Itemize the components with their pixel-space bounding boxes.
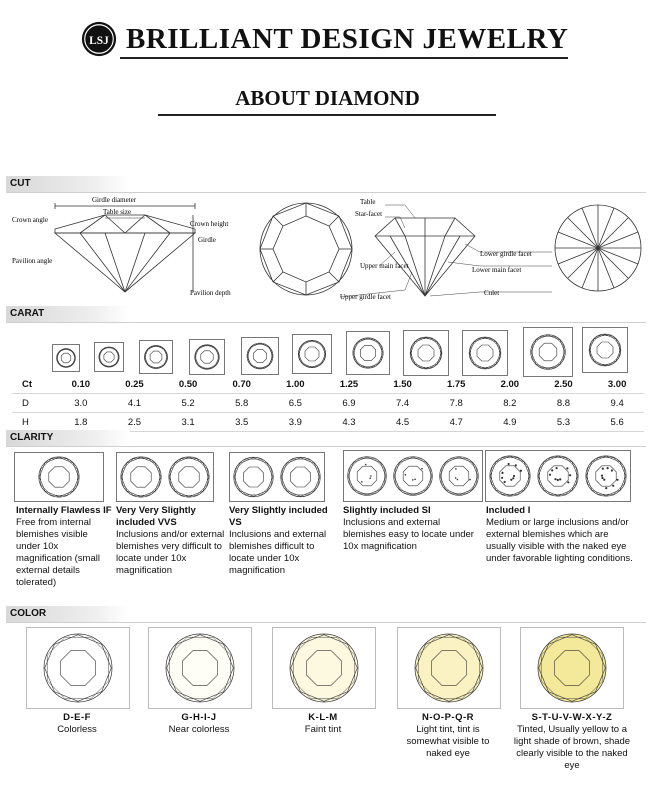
- color-grade: D-E-F: [63, 712, 91, 723]
- carat-cell: 3.0: [74, 397, 88, 409]
- crown-angle-label: Crown angle: [12, 216, 48, 224]
- lower-main-facet-label: Lower main facet: [472, 266, 522, 274]
- clarity-desc: Inclusions and external blemishes easy to locate under 10x magnification: [343, 517, 474, 552]
- clarity-diamond-group-4: [485, 450, 631, 502]
- clarity-grade-si: [343, 505, 481, 553]
- pavilion-angle-label: Pavilion angle: [12, 257, 53, 265]
- section-divider: [6, 322, 646, 323]
- carat-diamond-0: [52, 344, 80, 372]
- color-desc: Colorless: [57, 724, 97, 735]
- carat-cell: 3.9: [288, 416, 302, 428]
- color-grade: G-H-I-J: [181, 712, 217, 723]
- carat-diamond-4: [241, 337, 279, 375]
- carat-cell: 7.4: [395, 397, 410, 409]
- carat-cell: 5.6: [610, 416, 624, 428]
- carat-cell: 2.5: [127, 416, 142, 428]
- color-desc: Light tint, tint is somewhat visible to naked eye: [406, 724, 490, 759]
- girdle-label: Girdle: [198, 236, 216, 244]
- carat-cell: 1.8: [74, 416, 88, 428]
- color-diamond-3: [397, 627, 501, 709]
- clarity-title: Included I: [486, 505, 531, 516]
- carat-cell: 4.3: [342, 416, 356, 428]
- carat-cell: 8.2: [503, 397, 517, 409]
- carat-cell: 1.75: [446, 378, 466, 390]
- color-diamond-1: [148, 627, 252, 709]
- carat-cell: 0.70: [232, 378, 251, 390]
- carat-diamond-1: [94, 342, 124, 372]
- carat-cell: 5.2: [181, 397, 195, 409]
- color-desc: Tinted, Usually yellow to a light shade of brown, shade clearly visible to the naked eye: [513, 724, 631, 771]
- clarity-title: Slightly included SI: [343, 505, 431, 516]
- carat-cell: 5.8: [235, 397, 249, 409]
- clarity-desc: Medium or large inclusions and/or external blemishes which are usually visible with the naked eye under favorable lighting conditions.: [486, 517, 633, 564]
- color-diamond-0: [26, 627, 130, 709]
- clarity-grade-if: [16, 505, 114, 589]
- clarity-grade-vvs: [116, 505, 228, 577]
- carat-cell: 1.50: [393, 378, 412, 390]
- upper-girdle-facet-label: Upper girdle facet: [340, 293, 391, 301]
- clarity-desc: Inclusions and external blemishes difficult to locate under 10x magnification: [229, 529, 327, 576]
- carat-diamond-10: [582, 327, 628, 373]
- diamond-profile-diagram: [55, 203, 195, 292]
- color-grade: S-T-U-V-W-X-Y-Z: [531, 712, 613, 723]
- carat-cell: 1.25: [339, 378, 359, 390]
- crown-height-label: Crown height: [190, 220, 229, 228]
- section-divider: [6, 622, 646, 623]
- section-cut-heading: CUT: [6, 176, 130, 192]
- section-clarity-heading: CLARITY: [6, 430, 130, 446]
- page-title: ABOUT DIAMOND: [235, 86, 420, 110]
- carat-cell: 4.5: [395, 416, 410, 428]
- carat-cell: 9.4: [610, 397, 624, 409]
- diamond-crown-view-diagram: [375, 218, 475, 296]
- color-diamond-2: [272, 627, 376, 709]
- carat-cell: 0.10: [71, 378, 91, 390]
- cut-diagram: [10, 192, 650, 304]
- section-color-heading: COLOR: [6, 606, 130, 622]
- brand-underline: [120, 57, 568, 59]
- color-grade: N-O-P-Q-R: [422, 712, 474, 723]
- lower-girdle-facet-label: Lower girdle facet: [480, 250, 532, 258]
- color-desc: Near colorless: [168, 724, 230, 735]
- color-grade-ghij: [148, 712, 250, 736]
- carat-diamond-7: [403, 330, 449, 376]
- carat-row-label: D: [22, 397, 29, 409]
- clarity-desc: Inclusions and/or external blemishes very difficult to locate under 10x magnification: [116, 529, 225, 576]
- carat-cell: 0.50: [178, 378, 198, 390]
- color-grade-klm: [272, 712, 374, 736]
- color-grade: K-L-M: [308, 712, 338, 723]
- carat-cell: 2.00: [500, 378, 520, 390]
- carat-cell: 4.7: [449, 416, 463, 428]
- girdle-diameter-label: Girdle diameter: [92, 196, 137, 204]
- brand-name: BRILLIANT DESIGN JEWELRY: [126, 22, 569, 55]
- clarity-grade-i: [486, 505, 638, 565]
- clarity-diamond-group-2: [229, 452, 325, 502]
- brand-header: [80, 18, 568, 60]
- clarity-title: Very Very Slightly included VVS: [116, 505, 196, 528]
- carat-cell: 4.9: [503, 416, 517, 428]
- carat-row-h: [12, 413, 644, 432]
- table-label: Table: [360, 198, 376, 206]
- pavilion-depth-label: Pavilion depth: [190, 289, 231, 297]
- clarity-title: Internally Flawless IF: [16, 505, 112, 516]
- table-size-label: Table size: [103, 208, 132, 216]
- diamond-pavilion-view-diagram: [555, 205, 641, 291]
- section-carat-heading: CARAT: [6, 306, 130, 322]
- clarity-grade-vs: [229, 505, 337, 577]
- carat-cell: 6.9: [342, 397, 356, 409]
- carat-cell: 3.00: [607, 378, 627, 390]
- title-underline: [158, 114, 496, 116]
- color-grade-nopqr: [395, 712, 501, 760]
- brand-logo-icon: [80, 20, 118, 58]
- carat-row-ct: [12, 375, 644, 394]
- carat-cell: 7.8: [449, 397, 463, 409]
- carat-cell: 8.8: [556, 397, 571, 409]
- color-grade-def: [26, 712, 128, 736]
- brand-logo-letters: LSJ: [89, 34, 109, 47]
- color-grade-stuvwxyz: [512, 712, 632, 772]
- diamond-top-view-diagram: [260, 203, 352, 295]
- color-desc: Faint tint: [304, 724, 342, 735]
- carat-cell: 3.1: [181, 416, 195, 428]
- carat-diamond-3: [189, 339, 225, 375]
- clarity-diamond-group-1: [116, 452, 214, 502]
- carat-cell: 5.3: [556, 416, 571, 428]
- color-diamond-4: [520, 627, 624, 709]
- carat-row-d: [12, 394, 644, 413]
- upper-main-facet-label: Upper main facet: [360, 262, 409, 270]
- star-facet-label: Star-facet: [355, 210, 383, 218]
- clarity-diamond-group-3: [343, 450, 483, 502]
- carat-diamond-8: [462, 330, 508, 376]
- carat-diamond-2: [139, 340, 173, 374]
- carat-cell: 0.25: [125, 378, 144, 390]
- carat-row-label: Ct: [22, 378, 33, 390]
- section-divider: [6, 446, 646, 447]
- carat-cell: 4.1: [127, 397, 142, 409]
- carat-diamond-5: [292, 334, 332, 374]
- carat-row-label: H: [22, 416, 29, 428]
- carat-diamond-6: [346, 331, 390, 375]
- clarity-title: Very Slightly included VS: [229, 505, 328, 528]
- clarity-desc: Free from internal blemishes visible under 10x magnification (small external details tolerated): [16, 517, 100, 588]
- carat-diamond-9: [523, 327, 573, 377]
- carat-table: [12, 375, 644, 432]
- carat-cell: 2.50: [554, 378, 573, 390]
- carat-cell: 6.5: [288, 397, 302, 409]
- clarity-diamond-group-0: [14, 452, 104, 502]
- carat-cell: 3.5: [235, 416, 249, 428]
- carat-cell: 1.00: [286, 378, 305, 390]
- culet-label: Culet: [484, 289, 500, 297]
